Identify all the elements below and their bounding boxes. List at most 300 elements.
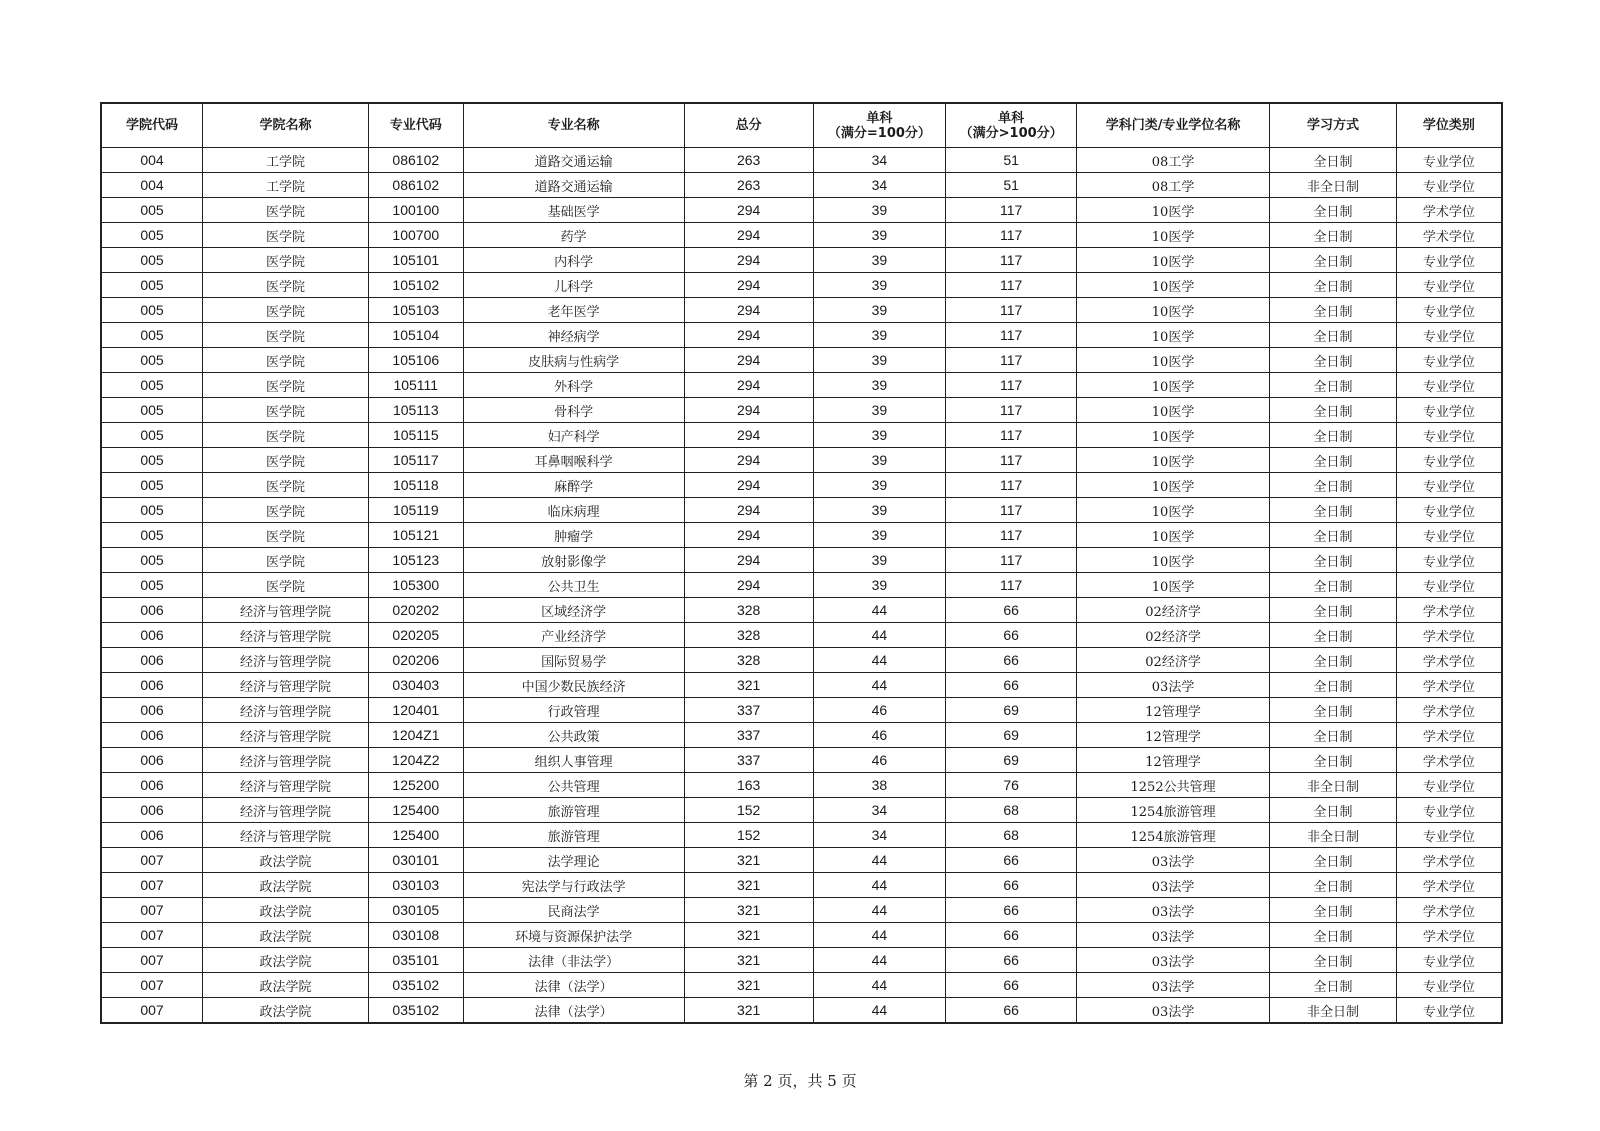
cell-major-code: 035102: [369, 973, 464, 998]
cell-total-score: 294: [684, 573, 813, 598]
cell-study-mode: 全日制: [1270, 623, 1397, 648]
cell-college-code: 005: [101, 373, 203, 398]
cell-major-name: 环境与资源保护法学: [463, 923, 684, 948]
cell-major-code: 035102: [369, 998, 464, 1024]
cell-degree-type: 专业学位: [1396, 373, 1502, 398]
cell-study-mode: 全日制: [1270, 248, 1397, 273]
cell-total-score: 328: [684, 598, 813, 623]
cell-total-score: 294: [684, 373, 813, 398]
cell-single-subject-over-100: 69: [946, 698, 1077, 723]
cell-major-name: 产业经济学: [463, 623, 684, 648]
table-row: [101, 773, 1502, 798]
cell-study-mode: 非全日制: [1270, 773, 1397, 798]
cell-college-name: 政法学院: [203, 973, 369, 998]
table-row: [101, 173, 1502, 198]
cell-major-name: 基础医学: [463, 198, 684, 223]
cell-discipline-name: 12管理学: [1077, 698, 1270, 723]
cell-degree-type: 专业学位: [1396, 573, 1502, 598]
cell-major-name: 法律（法学）: [463, 998, 684, 1024]
table-row: [101, 373, 1502, 398]
cell-college-code: 006: [101, 673, 203, 698]
cell-college-name: 工学院: [203, 173, 369, 198]
cell-discipline-name: 03法学: [1077, 998, 1270, 1024]
cell-single-subject-over-100: 66: [946, 598, 1077, 623]
cell-single-subject-100: 44: [813, 898, 946, 923]
cell-total-score: 152: [684, 823, 813, 848]
header-discipline-name: 学科门类/专业学位名称: [1077, 103, 1270, 148]
table-row: [101, 948, 1502, 973]
cell-study-mode: 全日制: [1270, 423, 1397, 448]
cell-single-subject-over-100: 117: [946, 373, 1077, 398]
cell-major-name: 道路交通运输: [463, 173, 684, 198]
header-total-score: 总分: [684, 103, 813, 148]
cell-degree-type: 专业学位: [1396, 823, 1502, 848]
cell-degree-type: 学术学位: [1396, 598, 1502, 623]
table-row: [101, 198, 1502, 223]
table-row: [101, 473, 1502, 498]
cell-major-code: 100700: [369, 223, 464, 248]
cell-single-subject-over-100: 117: [946, 223, 1077, 248]
cell-major-code: 105300: [369, 573, 464, 598]
table-row: [101, 848, 1502, 873]
cell-major-name: 内科学: [463, 248, 684, 273]
cell-single-subject-over-100: 117: [946, 473, 1077, 498]
cell-total-score: 294: [684, 248, 813, 273]
cell-major-name: 妇产科学: [463, 423, 684, 448]
cell-college-code: 006: [101, 798, 203, 823]
cell-college-code: 005: [101, 298, 203, 323]
cell-discipline-name: 02经济学: [1077, 648, 1270, 673]
cell-major-code: 100100: [369, 198, 464, 223]
cell-discipline-name: 02经济学: [1077, 598, 1270, 623]
table-row: [101, 573, 1502, 598]
cell-college-name: 经济与管理学院: [203, 773, 369, 798]
table-row: [101, 723, 1502, 748]
cell-study-mode: 全日制: [1270, 898, 1397, 923]
cell-single-subject-100: 44: [813, 923, 946, 948]
cell-total-score: 328: [684, 648, 813, 673]
cell-study-mode: 全日制: [1270, 198, 1397, 223]
cell-degree-type: 学术学位: [1396, 673, 1502, 698]
header-major-code: 专业代码: [369, 103, 464, 148]
cell-major-name: 法律（法学）: [463, 973, 684, 998]
cell-major-code: 030403: [369, 673, 464, 698]
cell-college-name: 医学院: [203, 223, 369, 248]
cell-major-code: 125200: [369, 773, 464, 798]
cell-study-mode: 全日制: [1270, 498, 1397, 523]
cell-single-subject-over-100: 68: [946, 798, 1077, 823]
cell-total-score: 321: [684, 848, 813, 873]
cell-discipline-name: 10医学: [1077, 473, 1270, 498]
cell-discipline-name: 10医学: [1077, 348, 1270, 373]
cell-single-subject-over-100: 117: [946, 273, 1077, 298]
cell-college-name: 政法学院: [203, 948, 369, 973]
cell-college-code: 005: [101, 548, 203, 573]
cell-discipline-name: 10医学: [1077, 273, 1270, 298]
cell-discipline-name: 03法学: [1077, 948, 1270, 973]
cell-college-name: 经济与管理学院: [203, 623, 369, 648]
cell-major-name: 中国少数民族经济: [463, 673, 684, 698]
cell-degree-type: 专业学位: [1396, 948, 1502, 973]
header-single-subject-over-100: 单科 （满分>100分）: [946, 103, 1077, 148]
cell-college-code: 006: [101, 698, 203, 723]
cell-college-name: 医学院: [203, 448, 369, 473]
cell-single-subject-100: 39: [813, 273, 946, 298]
cell-single-subject-over-100: 68: [946, 823, 1077, 848]
cell-college-code: 007: [101, 923, 203, 948]
cell-degree-type: 专业学位: [1396, 448, 1502, 473]
cell-college-code: 005: [101, 223, 203, 248]
cell-single-subject-over-100: 117: [946, 498, 1077, 523]
cell-degree-type: 学术学位: [1396, 923, 1502, 948]
cell-study-mode: 全日制: [1270, 948, 1397, 973]
cell-college-name: 医学院: [203, 548, 369, 573]
cell-single-subject-100: 44: [813, 598, 946, 623]
cell-single-subject-over-100: 69: [946, 723, 1077, 748]
cell-discipline-name: 03法学: [1077, 673, 1270, 698]
cell-study-mode: 全日制: [1270, 348, 1397, 373]
cell-discipline-name: 12管理学: [1077, 748, 1270, 773]
cell-single-subject-over-100: 117: [946, 298, 1077, 323]
cell-study-mode: 全日制: [1270, 523, 1397, 548]
cell-degree-type: 学术学位: [1396, 698, 1502, 723]
cell-major-name: 老年医学: [463, 298, 684, 323]
cell-major-code: 1204Z2: [369, 748, 464, 773]
cell-single-subject-over-100: 69: [946, 748, 1077, 773]
cell-degree-type: 学术学位: [1396, 723, 1502, 748]
cell-single-subject-100: 34: [813, 798, 946, 823]
cell-college-code: 005: [101, 473, 203, 498]
cell-single-subject-over-100: 76: [946, 773, 1077, 798]
cell-major-name: 药学: [463, 223, 684, 248]
cell-single-subject-100: 39: [813, 298, 946, 323]
cell-single-subject-over-100: 51: [946, 148, 1077, 173]
cell-single-subject-100: 44: [813, 948, 946, 973]
cell-total-score: 321: [684, 923, 813, 948]
cell-single-subject-100: 34: [813, 173, 946, 198]
header-college-code: 学院代码: [101, 103, 203, 148]
cell-degree-type: 专业学位: [1396, 998, 1502, 1024]
table-row: [101, 548, 1502, 573]
cell-single-subject-100: 34: [813, 823, 946, 848]
cell-discipline-name: 03法学: [1077, 973, 1270, 998]
cell-discipline-name: 10医学: [1077, 248, 1270, 273]
cell-single-subject-100: 44: [813, 848, 946, 873]
cell-college-name: 医学院: [203, 523, 369, 548]
cell-college-name: 医学院: [203, 398, 369, 423]
cell-single-subject-100: 39: [813, 423, 946, 448]
cell-college-name: 经济与管理学院: [203, 748, 369, 773]
cell-major-code: 030101: [369, 848, 464, 873]
cell-single-subject-over-100: 51: [946, 173, 1077, 198]
cell-discipline-name: 10医学: [1077, 548, 1270, 573]
cell-major-code: 105103: [369, 298, 464, 323]
cell-discipline-name: 03法学: [1077, 923, 1270, 948]
cell-study-mode: 全日制: [1270, 798, 1397, 823]
cell-degree-type: 学术学位: [1396, 848, 1502, 873]
cell-college-name: 经济与管理学院: [203, 698, 369, 723]
cell-total-score: 294: [684, 423, 813, 448]
cell-college-name: 政法学院: [203, 998, 369, 1024]
cell-study-mode: 全日制: [1270, 323, 1397, 348]
cell-major-code: 030103: [369, 873, 464, 898]
cell-study-mode: 全日制: [1270, 573, 1397, 598]
cell-single-subject-over-100: 66: [946, 923, 1077, 948]
cell-college-name: 政法学院: [203, 873, 369, 898]
cell-major-code: 105106: [369, 348, 464, 373]
cell-total-score: 294: [684, 523, 813, 548]
cell-single-subject-over-100: 66: [946, 898, 1077, 923]
table-row: [101, 348, 1502, 373]
cell-single-subject-over-100: 117: [946, 348, 1077, 373]
cell-major-name: 麻醉学: [463, 473, 684, 498]
cell-study-mode: 全日制: [1270, 298, 1397, 323]
table-row: [101, 873, 1502, 898]
cell-college-code: 005: [101, 498, 203, 523]
table-body: [101, 148, 1502, 1024]
header-single-subject-100: 单科 （满分=100分）: [813, 103, 946, 148]
cell-total-score: 294: [684, 323, 813, 348]
cell-total-score: 321: [684, 673, 813, 698]
cell-major-name: 宪法学与行政法学: [463, 873, 684, 898]
cell-major-code: 105102: [369, 273, 464, 298]
cell-study-mode: 全日制: [1270, 923, 1397, 948]
score-table: [100, 102, 1503, 1024]
cell-single-subject-100: 44: [813, 973, 946, 998]
cell-college-code: 004: [101, 173, 203, 198]
cell-degree-type: 专业学位: [1396, 498, 1502, 523]
cell-discipline-name: 10医学: [1077, 398, 1270, 423]
cell-study-mode: 全日制: [1270, 698, 1397, 723]
cell-college-name: 医学院: [203, 323, 369, 348]
cell-college-name: 工学院: [203, 148, 369, 173]
table-row: [101, 973, 1502, 998]
table-row: [101, 423, 1502, 448]
cell-single-subject-100: 44: [813, 648, 946, 673]
cell-discipline-name: 08工学: [1077, 173, 1270, 198]
cell-single-subject-100: 39: [813, 523, 946, 548]
cell-college-name: 医学院: [203, 498, 369, 523]
cell-degree-type: 学术学位: [1396, 198, 1502, 223]
cell-college-name: 经济与管理学院: [203, 648, 369, 673]
cell-major-code: 020205: [369, 623, 464, 648]
cell-major-name: 公共政策: [463, 723, 684, 748]
cell-major-name: 肿瘤学: [463, 523, 684, 548]
cell-major-code: 105111: [369, 373, 464, 398]
cell-discipline-name: 12管理学: [1077, 723, 1270, 748]
cell-college-code: 005: [101, 273, 203, 298]
cell-college-code: 006: [101, 723, 203, 748]
cell-college-name: 经济与管理学院: [203, 823, 369, 848]
cell-college-code: 005: [101, 423, 203, 448]
cell-total-score: 263: [684, 173, 813, 198]
cell-degree-type: 专业学位: [1396, 973, 1502, 998]
table-row: [101, 598, 1502, 623]
cell-single-subject-100: 46: [813, 723, 946, 748]
cell-total-score: 294: [684, 348, 813, 373]
cell-single-subject-100: 34: [813, 148, 946, 173]
cell-degree-type: 专业学位: [1396, 248, 1502, 273]
cell-major-code: 1204Z1: [369, 723, 464, 748]
cell-single-subject-100: 44: [813, 873, 946, 898]
cell-study-mode: 全日制: [1270, 648, 1397, 673]
cell-degree-type: 专业学位: [1396, 348, 1502, 373]
table-row: [101, 998, 1502, 1024]
cell-discipline-name: 10医学: [1077, 298, 1270, 323]
cell-major-code: 105119: [369, 498, 464, 523]
table-row: [101, 923, 1502, 948]
header-major-name: 专业名称: [463, 103, 684, 148]
cell-major-name: 放射影像学: [463, 548, 684, 573]
cell-degree-type: 专业学位: [1396, 323, 1502, 348]
cell-single-subject-over-100: 66: [946, 873, 1077, 898]
cell-single-subject-over-100: 117: [946, 573, 1077, 598]
cell-study-mode: 全日制: [1270, 748, 1397, 773]
cell-single-subject-100: 44: [813, 998, 946, 1024]
cell-degree-type: 学术学位: [1396, 623, 1502, 648]
cell-total-score: 321: [684, 973, 813, 998]
cell-study-mode: 非全日制: [1270, 173, 1397, 198]
cell-college-code: 005: [101, 348, 203, 373]
cell-study-mode: 全日制: [1270, 848, 1397, 873]
cell-major-name: 旅游管理: [463, 823, 684, 848]
cell-discipline-name: 02经济学: [1077, 623, 1270, 648]
cell-single-subject-over-100: 66: [946, 948, 1077, 973]
cell-discipline-name: 10医学: [1077, 498, 1270, 523]
cell-discipline-name: 10医学: [1077, 448, 1270, 473]
cell-discipline-name: 03法学: [1077, 873, 1270, 898]
cell-study-mode: 非全日制: [1270, 998, 1397, 1024]
table-row: [101, 148, 1502, 173]
cell-college-code: 006: [101, 773, 203, 798]
cell-major-code: 086102: [369, 173, 464, 198]
cell-single-subject-100: 44: [813, 623, 946, 648]
cell-single-subject-over-100: 117: [946, 398, 1077, 423]
cell-single-subject-100: 44: [813, 673, 946, 698]
cell-discipline-name: 10医学: [1077, 198, 1270, 223]
cell-major-code: 086102: [369, 148, 464, 173]
cell-single-subject-100: 39: [813, 248, 946, 273]
cell-college-name: 经济与管理学院: [203, 723, 369, 748]
cell-major-name: 旅游管理: [463, 798, 684, 823]
table-row: [101, 298, 1502, 323]
cell-major-code: 020202: [369, 598, 464, 623]
table-row: [101, 398, 1502, 423]
cell-discipline-name: 03法学: [1077, 848, 1270, 873]
table-row: [101, 523, 1502, 548]
cell-college-code: 004: [101, 148, 203, 173]
cell-single-subject-100: 39: [813, 398, 946, 423]
cell-single-subject-100: 39: [813, 348, 946, 373]
cell-total-score: 294: [684, 548, 813, 573]
cell-single-subject-100: 39: [813, 448, 946, 473]
header-college-name: 学院名称: [203, 103, 369, 148]
cell-single-subject-over-100: 117: [946, 323, 1077, 348]
cell-total-score: 294: [684, 448, 813, 473]
cell-college-name: 医学院: [203, 248, 369, 273]
cell-discipline-name: 10医学: [1077, 223, 1270, 248]
cell-major-code: 105115: [369, 423, 464, 448]
cell-college-code: 005: [101, 323, 203, 348]
cell-major-name: 公共卫生: [463, 573, 684, 598]
cell-college-code: 005: [101, 448, 203, 473]
cell-total-score: 321: [684, 948, 813, 973]
cell-study-mode: 全日制: [1270, 598, 1397, 623]
cell-study-mode: 全日制: [1270, 398, 1397, 423]
cell-college-name: 经济与管理学院: [203, 598, 369, 623]
cell-total-score: 294: [684, 223, 813, 248]
cell-total-score: 294: [684, 498, 813, 523]
cell-study-mode: 全日制: [1270, 273, 1397, 298]
cell-single-subject-100: 46: [813, 748, 946, 773]
cell-degree-type: 专业学位: [1396, 548, 1502, 573]
cell-discipline-name: 10医学: [1077, 423, 1270, 448]
cell-total-score: 294: [684, 298, 813, 323]
cell-degree-type: 专业学位: [1396, 173, 1502, 198]
cell-single-subject-over-100: 117: [946, 548, 1077, 573]
cell-study-mode: 非全日制: [1270, 823, 1397, 848]
table-row: [101, 648, 1502, 673]
cell-single-subject-over-100: 117: [946, 423, 1077, 448]
cell-discipline-name: 1252公共管理: [1077, 773, 1270, 798]
table-row: [101, 673, 1502, 698]
table-row: [101, 898, 1502, 923]
cell-major-name: 皮肤病与性病学: [463, 348, 684, 373]
cell-major-name: 区域经济学: [463, 598, 684, 623]
cell-discipline-name: 10医学: [1077, 573, 1270, 598]
cell-single-subject-100: 39: [813, 548, 946, 573]
cell-major-code: 105101: [369, 248, 464, 273]
cell-college-name: 医学院: [203, 473, 369, 498]
cell-major-name: 骨科学: [463, 398, 684, 423]
cell-degree-type: 专业学位: [1396, 523, 1502, 548]
cell-study-mode: 全日制: [1270, 473, 1397, 498]
table-row: [101, 498, 1502, 523]
cell-major-code: 035101: [369, 948, 464, 973]
cell-college-code: 005: [101, 398, 203, 423]
cell-college-code: 007: [101, 848, 203, 873]
cell-total-score: 294: [684, 473, 813, 498]
cell-total-score: 294: [684, 198, 813, 223]
cell-major-name: 组织人事管理: [463, 748, 684, 773]
cell-major-name: 道路交通运输: [463, 148, 684, 173]
cell-college-code: 005: [101, 248, 203, 273]
cell-major-name: 行政管理: [463, 698, 684, 723]
cell-college-code: 006: [101, 748, 203, 773]
cell-major-code: 030108: [369, 923, 464, 948]
cell-major-name: 公共管理: [463, 773, 684, 798]
cell-study-mode: 全日制: [1270, 448, 1397, 473]
cell-study-mode: 全日制: [1270, 973, 1397, 998]
cell-college-code: 005: [101, 523, 203, 548]
cell-major-code: 125400: [369, 798, 464, 823]
cell-single-subject-100: 39: [813, 573, 946, 598]
cell-single-subject-100: 39: [813, 323, 946, 348]
cell-discipline-name: 10医学: [1077, 373, 1270, 398]
cell-discipline-name: 10医学: [1077, 323, 1270, 348]
cell-study-mode: 全日制: [1270, 673, 1397, 698]
cell-discipline-name: 10医学: [1077, 523, 1270, 548]
cell-college-code: 006: [101, 648, 203, 673]
cell-study-mode: 全日制: [1270, 223, 1397, 248]
cell-major-code: 030105: [369, 898, 464, 923]
cell-single-subject-over-100: 117: [946, 448, 1077, 473]
cell-college-name: 医学院: [203, 373, 369, 398]
cell-major-name: 法律（非法学）: [463, 948, 684, 973]
cell-major-name: 儿科学: [463, 273, 684, 298]
cell-total-score: 337: [684, 723, 813, 748]
cell-total-score: 294: [684, 398, 813, 423]
